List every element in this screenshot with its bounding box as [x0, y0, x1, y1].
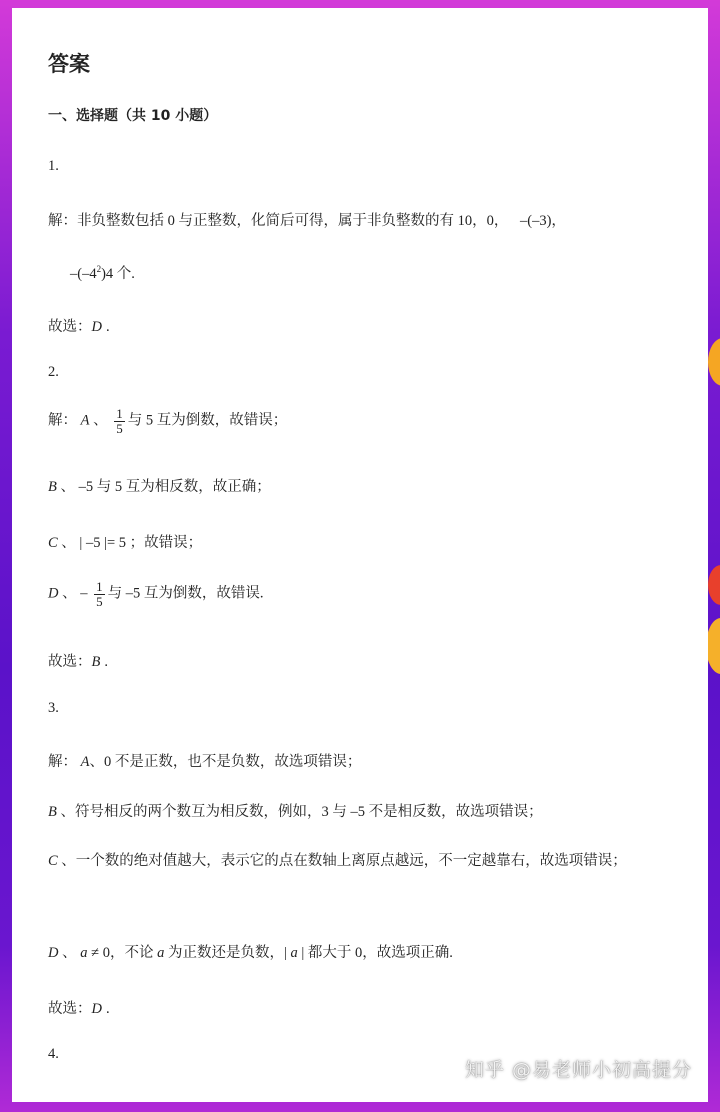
fraction-denominator: 5: [116, 420, 123, 436]
solution-text: 、0 不是正数，也不是负数，故选项错误；: [89, 754, 362, 770]
separator: 、 –: [62, 585, 88, 602]
option-letter: D: [48, 945, 59, 961]
question-3-option-b: [48, 800, 543, 821]
separator: 、: [93, 412, 108, 429]
answer-label: 故选：: [48, 654, 92, 670]
option-letter: A: [80, 412, 90, 429]
solution-text: )4 个.: [101, 266, 135, 282]
solution-text: 、 –5 与 5 互为相反数，故正确；: [60, 479, 271, 495]
question-3-option-d: [48, 941, 453, 962]
fraction-numerator: 1: [96, 579, 103, 594]
question-1-number: 1.: [48, 158, 59, 174]
question-2-option-c: [48, 531, 202, 552]
decorative-coin-icon: [708, 338, 720, 386]
solution-text: 与 5 互为倒数，故错误；: [127, 412, 288, 429]
fraction: [114, 407, 125, 435]
section-heading: 一、选择题（共 10 小题）: [48, 108, 218, 124]
solution-expression: –(–3)，: [520, 213, 566, 229]
question-3-number: 3.: [48, 700, 59, 716]
fraction-numerator: 1: [116, 406, 123, 421]
solution-label: 解：: [48, 754, 77, 770]
question-3-option-c: [48, 849, 627, 870]
answer-sheet: [12, 8, 708, 1102]
answer-period: .: [105, 1001, 110, 1017]
answer-label: 故选：: [48, 319, 92, 335]
solution-label: 解：: [48, 412, 77, 429]
variable: a: [290, 945, 298, 961]
fraction-denominator: 5: [96, 593, 103, 609]
question-3-option-a: [48, 750, 361, 771]
solution-expression: –(–4: [70, 266, 97, 282]
solution-text: 与 –5 互为倒数，故错误.: [107, 585, 264, 602]
question-4-number: 4.: [48, 1046, 59, 1062]
option-letter: B: [48, 479, 57, 495]
option-letter: D: [48, 585, 59, 602]
question-2-number: 2.: [48, 364, 59, 380]
question-3-answer: [48, 997, 110, 1018]
question-2-answer: [48, 650, 108, 671]
question-1-answer: [48, 315, 110, 336]
question-2-option-b: [48, 475, 271, 496]
solution-text: 为正数还是负数，|: [164, 945, 291, 961]
option-letter: B: [48, 804, 57, 820]
answer-choice: D: [91, 1001, 102, 1017]
question-2-option-a: [48, 407, 287, 435]
exponent: 2: [96, 264, 102, 275]
answer-choice: D: [91, 319, 102, 335]
decorative-badge-icon: [708, 565, 720, 605]
question-1-solution-line-1: [48, 209, 566, 230]
variable: a: [80, 945, 88, 961]
solution-text: 、符号相反的两个数互为相反数，例如，3 与 –5 不是相反数，故选项错误；: [60, 804, 543, 820]
fraction: [94, 580, 105, 608]
question-1-solution-line-2: [70, 262, 135, 283]
solution-text: | 都大于 0，故选项正确.: [297, 945, 453, 961]
question-2-option-d: [48, 580, 263, 608]
option-letter: A: [80, 754, 90, 770]
option-letter: C: [48, 535, 58, 551]
option-letter: C: [48, 853, 58, 869]
solution-text: 、一个数的绝对值越大，表示它的点在数轴上离原点越远，不一定越靠右，故选项错误；: [61, 853, 627, 869]
answer-period: .: [104, 654, 108, 670]
separator: 、: [62, 945, 77, 961]
solution-text: ≠ 0，不论: [87, 945, 158, 961]
variable: a: [157, 945, 165, 961]
solution-text: 解：非负整数包括 0 与正整数，化简后可得，属于非负整数的有 10，0，: [48, 213, 509, 229]
answer-period: .: [105, 319, 110, 335]
answer-label: 故选：: [48, 1001, 92, 1017]
solution-text: 、 | –5 |= 5 ；故错误；: [61, 535, 203, 551]
decorative-coin-icon: [706, 618, 720, 674]
answer-choice: B: [91, 654, 101, 670]
page-title: 答案: [48, 52, 90, 76]
watermark: 知乎 @易老师小初高提分: [464, 1059, 692, 1081]
